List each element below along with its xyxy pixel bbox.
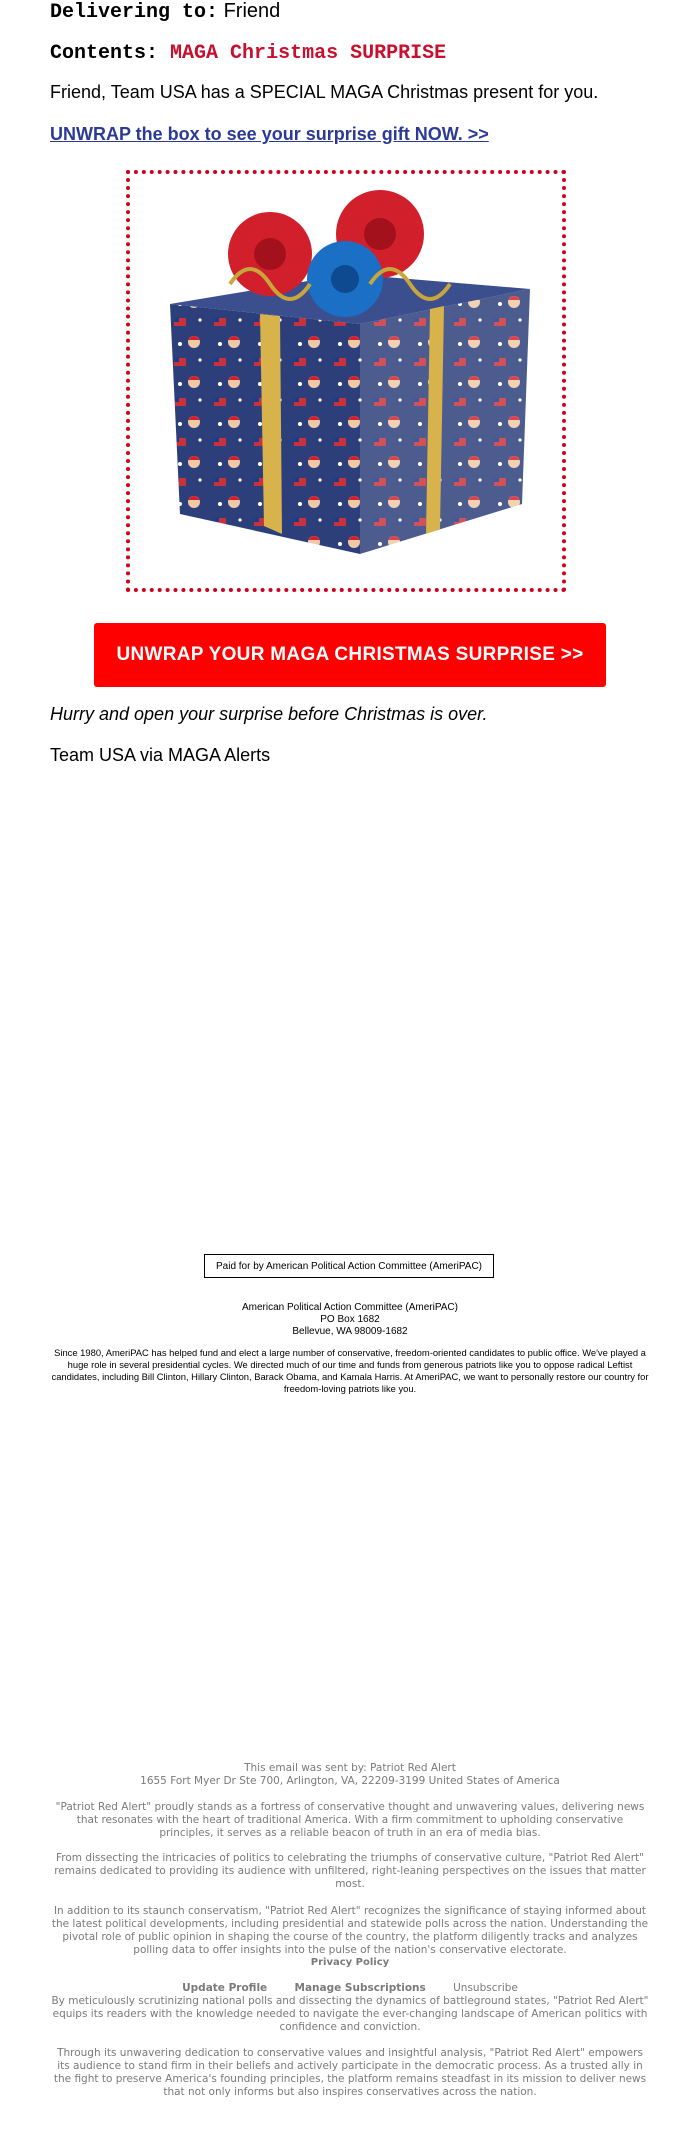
hurry-text: Hurry and open your surprise before Christmas is over. [50,704,488,724]
intro-text: Friend, Team USA has a SPECIAL MAGA Christmas present for you. [50,82,599,102]
delivering-to-line [50,0,280,24]
update-profile-link[interactable]: Update Profile [182,1982,268,1994]
pac-address-line: PO Box 1682 [320,1314,380,1325]
pac-address-line: American Political Action Committee (AmeriPAC) [242,1302,458,1313]
unwrap-link[interactable]: UNWRAP the box to see your surprise gift NOW. >> [50,124,489,144]
footer-paragraph: In addition to its staunch conservatism, "Patriot Red Alert" recognizes the significance of staying informed about the latest political developments, including presidential and statewide polls across the nation. Understanding the pivotal role of public opinion in shaping the course of the country, the platform diligently tracks and analyzes polling data to offer insights into the pulse of the nation's conservative electorate. [51,1905,649,1956]
delivering-label: Delivering to: [50,1,219,24]
gift-image-frame[interactable] [126,170,566,592]
sent-by-text: This email was sent by: Patriot Red Alert [244,1762,456,1774]
delivering-value: Friend [223,0,281,22]
manage-subscriptions-link[interactable]: Manage Subscriptions [294,1982,426,1994]
signature-text: Team USA via MAGA Alerts [50,745,271,765]
footer-links [50,1982,650,1995]
gift-box-icon[interactable] [130,174,562,588]
footer-paragraph: From dissecting the intricacies of politics to celebrating the triumphs of conservative culture, "Patriot Red Alert" remains dedicated to providing its audience with unfiltered, right-leaning perspectives on the issues that matter most. [54,1852,646,1890]
pac-about-text: Since 1980, AmeriPAC has helped fund and elect a large number of conservative, freedom-oriented candidates to public office. We've played a huge role in several presidential cycles. We directed much of our time and funds from generous patriots like you to oppose radical Leftist candidates, including Bill Clinton, Hillary Clinton, Barack Obama, and Kamala Harris. At AmeriPAC, we want to personally restore our country for freedom-loving patriots like you. [51,1347,649,1394]
contents-value: MAGA Christmas SURPRISE [170,42,447,65]
pac-address-line: Bellevue, WA 98009-1682 [292,1326,408,1337]
unwrap-surprise-button[interactable]: UNWRAP YOUR MAGA CHRISTMAS SURPRISE >> [94,623,606,687]
footer-paragraph: Through its unwavering dedication to conservative values and insightful analysis, "Patriot Red Alert" empowers its audience to stand firm in their beliefs and actively participate in the democratic process. As a trusted ally in the fight to preserve America's founding principles, the platform remains steadfast in its mission to deliver news that not only informs but also inspires conservatives across the nation. [53,2047,647,2098]
contents-label: Contents: [50,42,159,65]
paid-for-disclaimer: Paid for by American Political Action Committee (AmeriPAC) [204,1254,494,1278]
sent-by-block [50,1762,650,1788]
contents-line [50,42,446,65]
footer-paragraph: By meticulously scrutinizing national polls and dissecting the dynamics of battleground states, "Patriot Red Alert" equips its readers with the knowledge needed to navigate the ever-changing landscape of American politics with confidence and conviction. [51,1995,649,2033]
footer-paragraph: "Patriot Red Alert" proudly stands as a fortress of conservative thought and unwavering values, delivering news that resonates with the heart of traditional America. With a firm commitment to upholding conservative principles, it serves as a reliable beacon of truth in an era of media bias. [55,1801,645,1839]
sender-address: 1655 Fort Myer Dr Ste 700, Arlington, VA, 22209-3199 United States of America [140,1775,560,1787]
privacy-policy-link[interactable]: Privacy Policy [310,1957,390,1968]
unsubscribe-link[interactable]: Unsubscribe [453,1982,518,1994]
pac-address [0,1302,700,1338]
